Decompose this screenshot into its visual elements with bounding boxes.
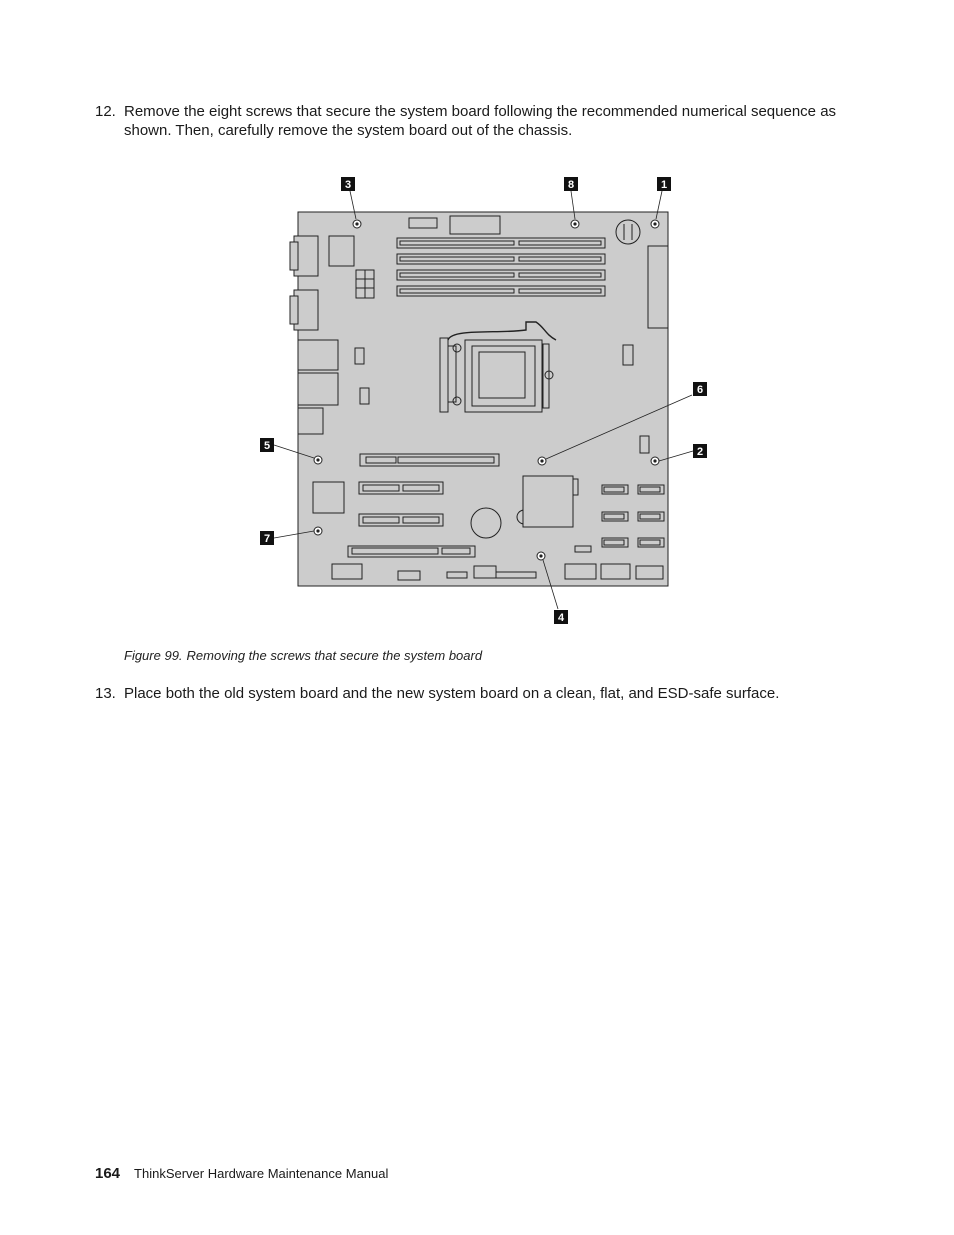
system-board-figure — [250, 170, 720, 630]
page-footer — [95, 1165, 388, 1182]
step-13 — [95, 684, 875, 703]
step-12 — [95, 102, 875, 140]
step-text: Place both the old system board and the new system board on a clean, flat, and ESD-safe surface. — [124, 685, 780, 702]
callout-7: 7 — [263, 533, 271, 545]
step-number: 12. — [95, 103, 116, 120]
callout-2: 2 — [696, 446, 704, 458]
callout-4: 4 — [557, 612, 565, 624]
page-number: 164 — [95, 1165, 121, 1182]
figure-label: Figure 99. — [124, 648, 183, 663]
manual-title: ThinkServer Hardware Maintenance Manual — [134, 1166, 389, 1181]
callout-5: 5 — [263, 440, 271, 452]
callout-3: 3 — [344, 179, 352, 191]
callout-8: 8 — [567, 179, 575, 191]
callout-6: 6 — [696, 384, 704, 396]
step-number: 13. — [95, 685, 116, 702]
figure-caption-text: Removing the screws that secure the system board — [186, 648, 483, 663]
system-board — [298, 212, 668, 586]
figure-caption — [124, 648, 482, 663]
step-text: Remove the eight screws that secure the system board following the recommended numerical sequence as shown. Then, carefully remove the system board out of the chassis. — [124, 103, 837, 139]
callout-1: 1 — [660, 179, 668, 191]
